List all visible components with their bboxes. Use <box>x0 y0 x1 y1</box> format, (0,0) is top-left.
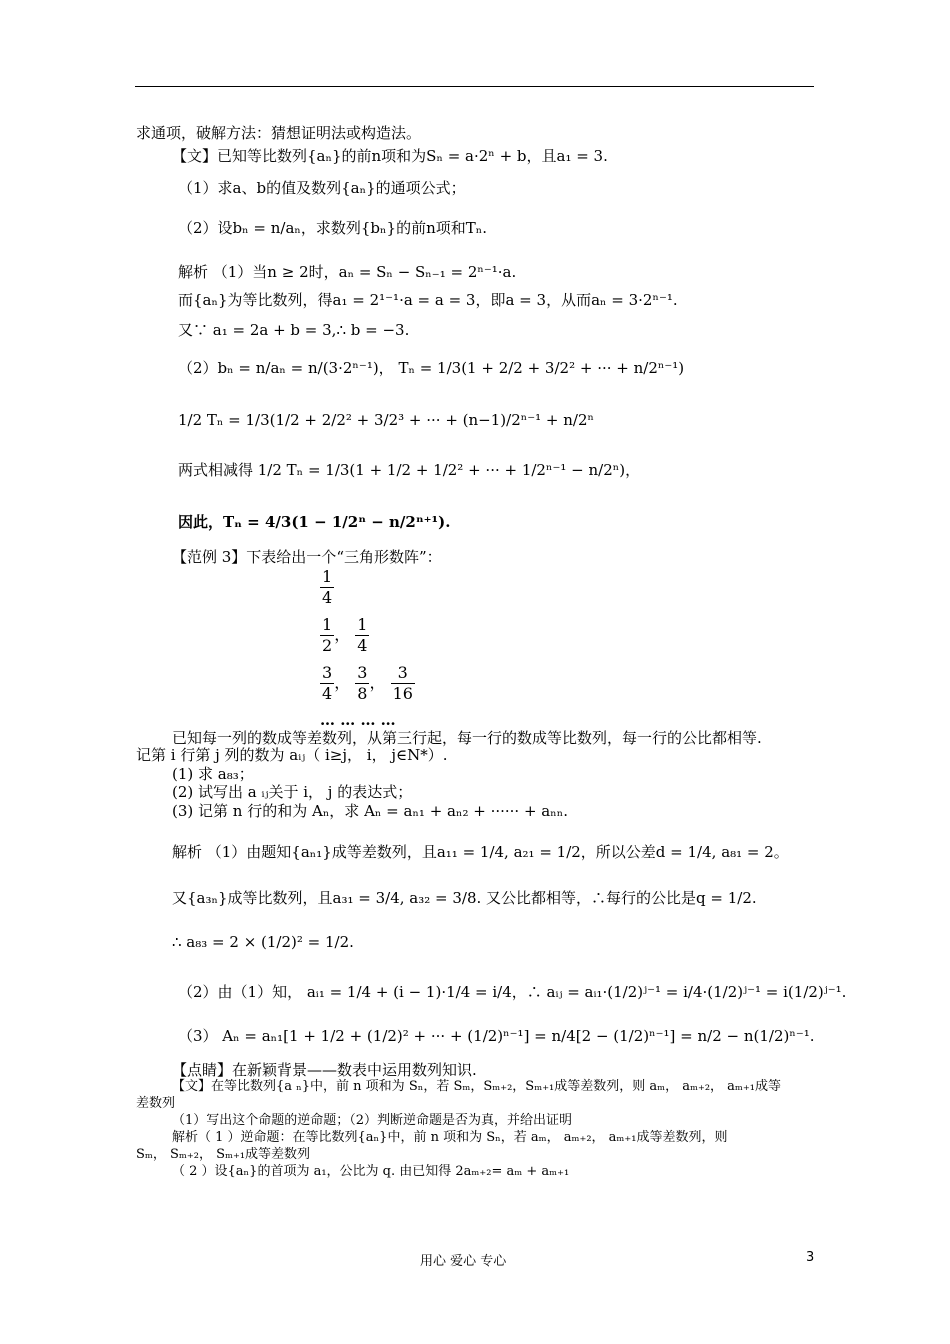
triangle-dots: … … … … <box>320 711 396 729</box>
text-line: （3） Aₙ = aₙ₁[1 + 1/2 + (1/2)² + ··· + (1/2)ⁿ⁻¹] = n/4[2 − (1/2)ⁿ⁻¹] = n/2 − n(1/2)ⁿ⁻¹. <box>178 1027 815 1045</box>
text-line: 1/2 Tₙ = 1/3(1/2 + 2/2² + 3/2³ + ··· + (n−1)/2ⁿ⁻¹ + n/2ⁿ <box>178 411 595 429</box>
text-line: （2）设bₙ = n/aₙ，求数列{bₙ}的前n项和Tₙ. <box>178 219 487 237</box>
text-line: 【文】在等比数列{a ₙ}中，前 n 项和为 Sₙ，若 Sₘ，Sₘ₊₂，Sₘ₊₁成等差数列，则 aₘ， aₘ₊₂， aₘ₊₁成等 <box>172 1079 781 1094</box>
text-line: (1) 求 a₈₃； <box>172 765 254 783</box>
text-line: （1）写出这个命题的逆命题；（2）判断逆命题是否为真，并给出证明 <box>172 1113 573 1128</box>
text-line: 解析 （1）由题知{aₙ₁}成等差数列，且a₁₁ = 1/4, a₂₁ = 1/2，所以公差d = 1/4, a₈₁ = 2。 <box>172 843 789 861</box>
text-line: (3) 记第 n 行的和为 Aₙ，求 Aₙ = aₙ₁ + aₙ₂ + ······ + aₙₙ. <box>172 802 568 820</box>
footer-center: 用心 爱心 专心 <box>420 1254 507 1269</box>
text-line: （2）bₙ = n/aₙ = n/(3·2ⁿ⁻¹)， Tₙ = 1/3(1 + 2/2 + 3/2² + ··· + n/2ⁿ⁻¹) <box>178 359 685 377</box>
triangle-entry: $\frac{1}{2}$ ， $\frac{1}{4}$ <box>322 615 368 655</box>
page-number: 3 <box>806 1250 815 1265</box>
text-line: 【点睛】在新颖背景——数表中运用数列知识. <box>172 1061 477 1079</box>
text-line: 因此，Tₙ = 4/3(1 − 1/2ⁿ − n/2ⁿ⁺¹). <box>178 513 451 531</box>
text-line: 记第 i 行第 j 列的数为 aᵢⱼ（ i≥j， i， j∈N*）. <box>136 746 448 764</box>
text-line: ∴ a₈₃ = 2 × (1/2)² = 1/2. <box>172 933 354 951</box>
text-line: 又∵ a₁ = 2a + b = 3,∴ b = −3. <box>178 321 410 339</box>
text-line: 两式相减得 1/2 Tₙ = 1/3(1 + 1/2 + 1/2² + ··· + 1/2ⁿ⁻¹ − n/2ⁿ)， <box>178 461 641 479</box>
text-line: 【文】已知等比数列{aₙ}的前n项和为Sₙ = a·2ⁿ + b，且a₁ = 3. <box>172 147 608 165</box>
text-line: 解析（ 1 ）逆命题：在等比数列{aₙ}中，前 n 项和为 Sₙ，若 aₘ， aₘ₊₂， aₘ₊₁成等差数列，则 <box>172 1130 728 1145</box>
triangle-entry: $\frac{3}{4}$ ， $\frac{3}{8}$ ， $\frac{3}{16}$ <box>322 663 413 703</box>
header-rule <box>135 86 814 87</box>
text-line: （1）求a、b的值及数列{aₙ}的通项公式； <box>178 179 466 197</box>
text-line: 已知每一列的数成等差数列，从第三行起，每一行的数成等比数列，每一行的公比都相等. <box>172 729 762 747</box>
text-line: （2）由（1）知， aᵢ₁ = 1/4 + (i − 1)·1/4 = i/4，∴ aᵢⱼ = aᵢ₁·(1/2)ʲ⁻¹ = i/4·(1/2)ʲ⁻¹ = i(1/2)ʲ⁻¹. <box>178 983 847 1001</box>
text-line: 【范例 3】下表给出一个“三角形数阵”： <box>172 548 442 566</box>
text-line: 差数列 <box>136 1096 176 1111</box>
text-line: 而{aₙ}为等比数列，得a₁ = 2¹⁻¹·a = a = 3，即a = 3，从而aₙ = 3·2ⁿ⁻¹. <box>178 291 678 309</box>
text-line: (2) 试写出 a ᵢⱼ关于 i， j 的表达式； <box>172 783 413 801</box>
triangle-entry: $\frac{1}{4}$ <box>322 567 333 607</box>
text-line: 解析 （1）当n ≥ 2时，aₙ = Sₙ − Sₙ₋₁ = 2ⁿ⁻¹·a. <box>178 263 517 281</box>
text-line: 求通项，破解方法：猜想证明法或构造法。 <box>136 124 422 142</box>
text-line: Sₘ， Sₘ₊₂， Sₘ₊₁成等差数列 <box>136 1147 311 1162</box>
text-line: 又{a₃ₙ}成等比数列，且a₃₁ = 3/4, a₃₂ = 3/8. 又公比都相等，∴每行的公比是q = 1/2. <box>172 889 757 907</box>
text-line: （ 2 ）设{aₙ}的首项为 a₁，公比为 q. 由已知得 2aₘ₊₂= aₘ + aₘ₊₁ <box>172 1164 570 1179</box>
